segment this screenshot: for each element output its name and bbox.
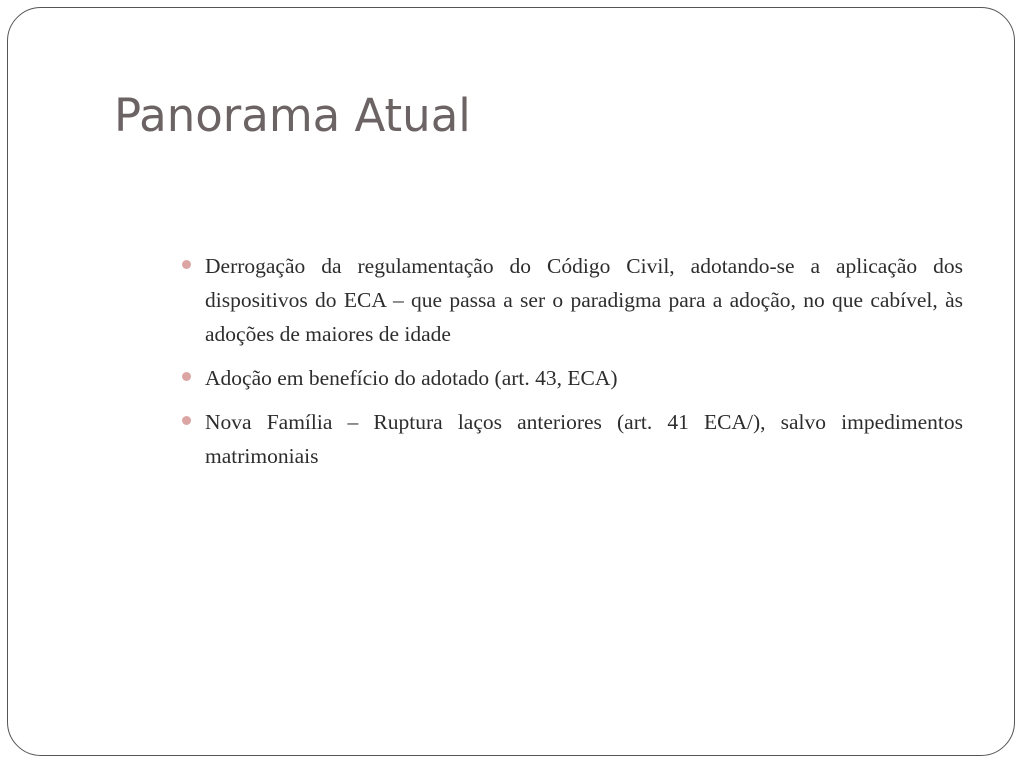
bullet-item xyxy=(182,361,963,395)
bullet-dot-icon xyxy=(182,372,191,381)
bullet-text: Adoção em benefício do adotado (art. 43, ECA) xyxy=(205,366,618,390)
bullet-dot-icon xyxy=(182,416,191,425)
slide-title: Panorama Atual xyxy=(114,89,471,142)
bullet-dot-icon xyxy=(182,260,191,269)
bullet-item xyxy=(182,249,963,351)
bullet-list xyxy=(182,249,963,483)
bullet-text: Derrogação da regulamentação do Código Civil, adotando-se a aplicação dos dispositivos do ECA – que passa a ser o paradigma para a adoção, no que cabível, às adoções de maiores de idade xyxy=(205,254,963,346)
bullet-item xyxy=(182,405,963,473)
bullet-text: Nova Família – Ruptura laços anteriores (art. 41 ECA/), salvo impedimentos matrimoniais xyxy=(205,410,963,468)
